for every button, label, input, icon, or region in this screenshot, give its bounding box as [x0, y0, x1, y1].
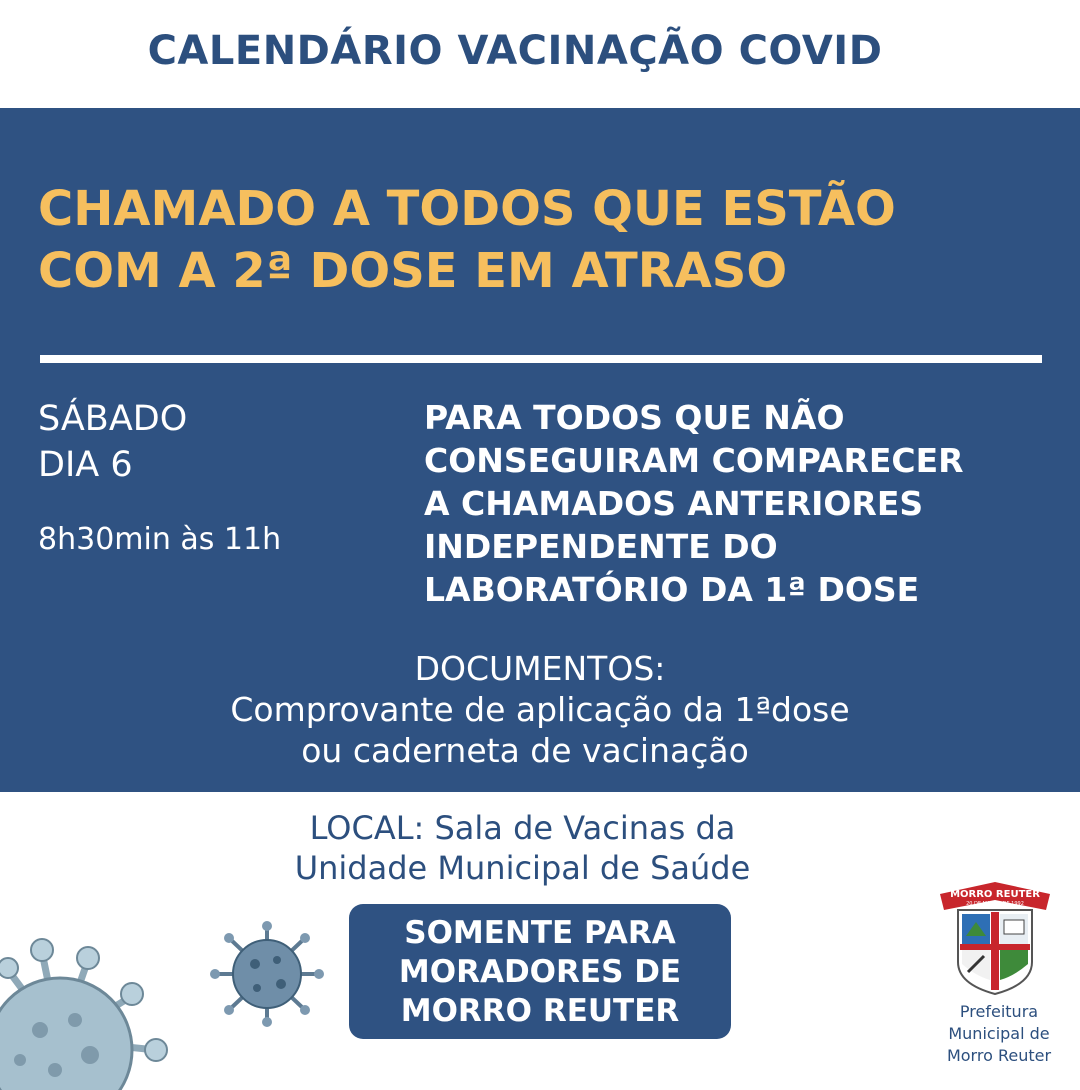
location-line: LOCAL: Sala de Vacinas da	[309, 809, 736, 847]
badge-line: MORADORES DE	[398, 954, 682, 990]
crest-banner-text: MORRO REUTER	[950, 889, 1040, 900]
audience-line: LABORATÓRIO DA 1ª DOSE	[424, 570, 920, 609]
audience-line: A CHAMADOS ANTERIORES	[424, 484, 924, 523]
schedule-day	[38, 396, 187, 488]
day-line: DIA 6	[38, 445, 133, 485]
audience-text	[424, 396, 1064, 611]
city-hall-label	[924, 1001, 1074, 1067]
documents-heading: DOCUMENTOS:	[414, 649, 666, 688]
badge-line: SOMENTE PARA	[404, 915, 676, 951]
headline	[38, 178, 1048, 302]
info-panel	[0, 108, 1080, 792]
audience-line: CONSEGUIRAM COMPARECER	[424, 441, 964, 480]
headline-line: COM A 2ª DOSE EM ATRASO	[38, 243, 788, 299]
documents-line: ou caderneta de vacinação	[301, 731, 749, 770]
location-text	[0, 808, 1045, 888]
headline-line: CHAMADO A TODOS QUE ESTÃO	[38, 181, 896, 237]
crest-date-text: 20 DE MARÇO DE 1992	[966, 901, 1024, 907]
virus-illustration-large	[0, 900, 180, 1090]
documents-section	[0, 648, 1080, 771]
audience-line: INDEPENDENTE DO	[424, 527, 778, 566]
virus-illustration-small	[205, 920, 329, 1028]
documents-line: Comprovante de aplicação da 1ªdose	[230, 690, 850, 729]
audience-line: PARA TODOS QUE NÃO	[424, 398, 845, 437]
city-hall-line: Prefeitura	[959, 1002, 1039, 1021]
residents-only-badge	[349, 904, 731, 1039]
badge-line: MORRO REUTER	[400, 993, 680, 1029]
municipal-crest-logo	[936, 880, 1054, 998]
page-title: CALENDÁRIO VACINAÇÃO COVID	[147, 28, 883, 74]
location-line: Unidade Municipal de Saúde	[294, 849, 751, 887]
city-hall-line: Morro Reuter	[946, 1046, 1052, 1065]
city-hall-line: Municipal de	[948, 1024, 1050, 1043]
divider	[40, 355, 1042, 363]
day-line: SÁBADO	[38, 399, 188, 439]
schedule-time: 8h30min às 11h	[38, 522, 282, 557]
